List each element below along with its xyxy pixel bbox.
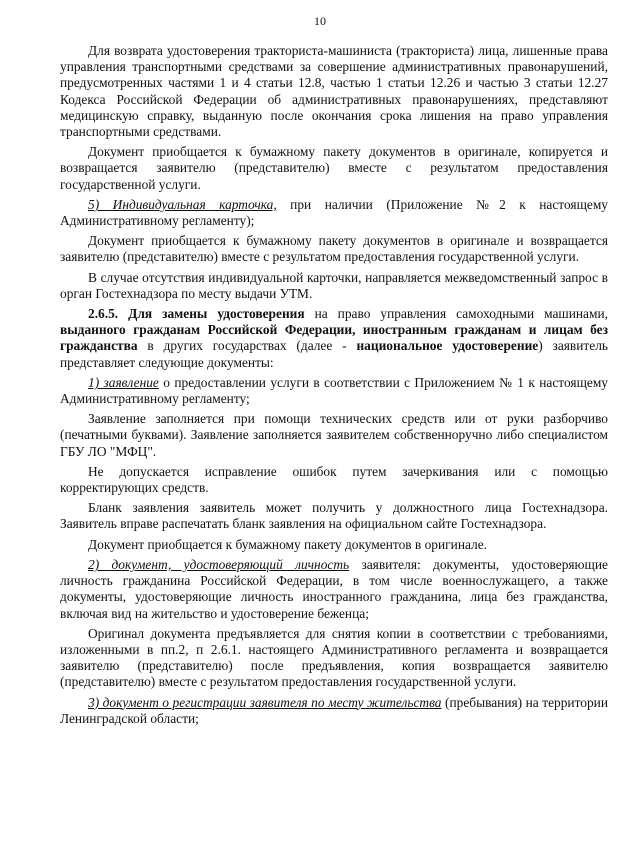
paragraph-text: заявителя: документы, удостоверяющие личность гражданина Российской Федерации, в том числе военнослужащего, а также документы, удостоверяющие личность иностранного гражданина, лица без гражданства, включая вид на жительство и удостоверение беженца; <box>60 556 608 621</box>
item-heading: 2) документ, удостоверяющий личность <box>88 556 350 572</box>
paragraph: Оригинал документа предъявляется для снятия копии в соответствии с требованиями, изложенными в пп.2, п 2.6.1. настоящего Административного регламента и возвращается заявителю (представителю) после предъявления, копия возвращается заявителю (представителю) вместе с результатом предоставления государственной услуги. <box>60 625 608 690</box>
bold-text: выданного гражданам Российской Федерации, иностранным гражданам и лицам без гражданства <box>60 322 608 354</box>
item-heading: 3) документ о регистрации заявителя по месту жительства <box>88 694 442 710</box>
item-heading: 1) заявление <box>88 374 159 390</box>
paragraph <box>60 695 608 727</box>
bold-text: Для замены удостоверения <box>128 306 305 322</box>
paragraph: Для возврата удостоверения тракториста-машиниста (тракториста) лица, лишенные права управления транспортными средствами за совершение административных правонарушений, предусмотренных частями 1 и 4 статьи 12.8, частью 1 статьи 12.26 и частью 3 статьи 12.27 Кодекса Российской Федерации об административных правонарушениях, представляют медицинскую справку, выданную после окончания срока лишения на право управления транспортными средствами. <box>60 43 608 140</box>
paragraph: Документ приобщается к бумажному пакету документов в оригинале. <box>88 536 488 552</box>
document-body <box>60 43 608 731</box>
item-heading: 5) Индивидуальная карточка, <box>88 196 277 212</box>
paragraph-text: при наличии (Приложение №2 к настоящему Административному регламенту); <box>60 196 608 229</box>
section-paragraph <box>60 306 608 371</box>
paragraph-text: о предоставлении услуги в соответствии с Приложением № 1 к настоящему Административному регламенту; <box>60 374 609 407</box>
paragraph: Бланк заявления заявитель может получить у должностного лица Гостехнадзора. Заявитель вправе распечатать бланк заявления на официальном сайте Гостехнадзора. <box>60 500 608 532</box>
paragraph: Документ приобщается к бумажному пакету документов в оригинале и возвращается заявителю (представителю) вместе с результатом предоставления государственной услуги. <box>60 233 608 265</box>
paragraph: В случае отсутствия индивидуальной карточки, направляется межведомственный запрос в орган Гостехнадзора по месту выдачи УТМ. <box>60 269 608 301</box>
paragraph-text: ) заявитель представляет следующие документы: <box>60 338 608 370</box>
paragraph <box>60 557 608 622</box>
paragraph-text: (пребывания) на территории Ленинградской области; <box>60 694 608 726</box>
paragraph-text: на право управления самоходными машинами, <box>304 306 608 322</box>
section-number: 2.6.5. <box>88 306 119 322</box>
paragraph <box>60 197 608 229</box>
paragraph: Документ приобщается к бумажному пакету документов в оригинале, копируется и возвращается заявителю (представителю) вместе с результатом предоставления государственной услуги. <box>60 144 608 192</box>
page-number: 10 <box>314 14 326 28</box>
bold-text: национальное удостоверение <box>356 338 539 354</box>
paragraph: Заявление заполняется при помощи технических средств или от руки разборчиво (печатными буквами). Заявление заполняется заявителем собственноручно либо специалистом ГБУ ЛО "МФЦ". <box>60 411 608 459</box>
paragraph-text: в других государствах (далее - <box>137 338 357 354</box>
paragraph <box>60 375 608 407</box>
paragraph: Не допускается исправление ошибок путем зачеркивания или с помощью корректирующих средств. <box>60 463 608 496</box>
